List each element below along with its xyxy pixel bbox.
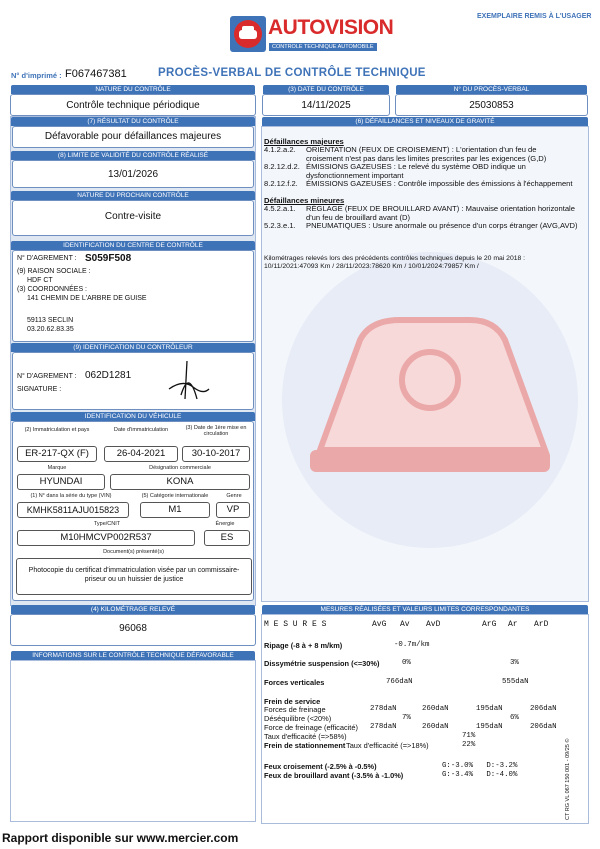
marque-label: Marque: [47, 465, 67, 471]
car-watermark-icon: [280, 240, 580, 560]
defect-item: 8.2.12.f.2. ÉMISSIONS GAZEUSES : Contrôle impossible des émissions à l'échappement: [264, 179, 573, 189]
energie-value: ES: [204, 530, 250, 546]
croisement-values: G:-3.0% D:-3.2%: [442, 762, 518, 770]
docs-value: Photocopie du certificat d'immatriculation visée par un commissaire-priseur ou un huissier de justice: [16, 558, 252, 595]
date-immat-value: 26-04-2021: [104, 446, 178, 462]
docs-label: Document(s) présenté(s): [103, 549, 164, 555]
vin-value: KMHK5811AJU015823: [17, 502, 129, 518]
pv-number-value: 25030853: [469, 100, 514, 111]
stationnement-label: Frein de stationnement: [264, 741, 346, 750]
ripage-label: Ripage (-8 à + 8 m/km): [264, 641, 343, 650]
center-phone: 03.20.62.83.35: [27, 326, 74, 333]
signature-mark: [163, 359, 213, 405]
dissym-rear: 3%: [510, 659, 519, 667]
validity-header: (8) LIMITE DE VALIDITÉ DU CONTRÔLE RÉALISÉ: [11, 151, 255, 160]
center-coord-label: (3) COORDONNÉES :: [17, 286, 88, 293]
col-ard: ArD: [534, 620, 549, 629]
mineures-title: Défaillances mineures: [264, 196, 345, 205]
categorie-label: (5) Catégorie internationale: [141, 493, 209, 499]
nature-value: Contrôle technique périodique: [66, 100, 200, 111]
deseq-label: Déséquilibre (<20%): [264, 714, 332, 723]
energie-label: Énergie: [215, 521, 235, 527]
majeures-list: [264, 146, 584, 189]
vehicle-header: IDENTIFICATION DU VÉHICULE: [11, 412, 255, 421]
forces-v-label: Forces verticales: [264, 678, 325, 687]
defect-item: 5.2.3.e.1. PNEUMATIQUES : Usure anormale ou présence d'un corps étranger (AVG,AVD): [264, 221, 578, 231]
first-circ-label: (3) Date de 1ère mise en circulation: [185, 425, 247, 437]
autovision-logo: [230, 14, 394, 56]
next-control-header: NATURE DU PROCHAIN CONTRÔLE: [11, 191, 255, 200]
center-box: [12, 250, 254, 342]
col-avg: AvG: [372, 620, 387, 629]
service-title: Frein de service: [264, 697, 321, 706]
genre-label: Genre: [226, 493, 242, 499]
first-circ-value: 30-10-2017: [182, 446, 250, 462]
copy-label: EXEMPLAIRE REMIS À L'USAGER: [477, 13, 592, 20]
deseq-rear: 6%: [510, 714, 519, 722]
measures-header: MESURES RÉALISÉES ET VALEURS LIMITES CORRESPONDANTES: [262, 605, 588, 614]
col-av: Av: [400, 620, 410, 629]
brouillard-values: G:-3.4% D:-4.0%: [442, 771, 518, 779]
next-control-box: [12, 200, 254, 236]
center-address2: 59113 SECLIN: [27, 317, 74, 324]
mineures-list: [264, 205, 584, 231]
controller-agrement: 062D1281: [85, 370, 132, 381]
next-control-value: Contre-visite: [104, 211, 162, 222]
center-agrement-label: N° D'AGREMENT :: [17, 255, 77, 262]
info-panel: [10, 660, 256, 822]
taux-label: Taux d'efficacité (=>58%): [264, 732, 347, 741]
km-history-2: 10/11/2021:47093 Km / 28/11/2023:78620 Km / 10/01/2024:79857 Km /: [264, 263, 479, 270]
defect-item: 4.1.2.a.2. ORIENTATION (FEUX DE CROISEMENT) : L'orientation d'un feu de croisement n'est pas dans les limites prescrites par les exigences (G,D): [264, 145, 547, 163]
ff-label: Forces de freinage: [264, 705, 326, 714]
print-number: F067467381: [65, 68, 127, 80]
ff-value: 260daN: [422, 705, 449, 713]
km-history-1: Kilométrages relevés lors des précédents contrôles techniques depuis le 20 mai 2018 :: [264, 255, 526, 262]
type-label: Type/CNIT: [93, 521, 121, 527]
ffe-value: 278daN: [370, 723, 397, 731]
center-raison-label: (9) RAISON SOCIALE :: [17, 268, 91, 275]
defect-item: 8.2.12.d.2. ÉMISSIONS GAZEUSES : Le relevé du système OBD indique un dysfonctionnement important: [264, 162, 526, 180]
col-arg: ArG: [482, 620, 497, 629]
taux2-value: 22%: [462, 741, 476, 749]
measures-title: M E S U R E S: [264, 620, 327, 629]
designation-label: Désignation commerciale: [149, 465, 211, 471]
signature-label: SIGNATURE :: [17, 386, 62, 393]
controller-agrement-label: N° D'AGREMENT :: [17, 373, 77, 380]
center-header: IDENTIFICATION DU CENTRE DE CONTRÔLE: [11, 241, 255, 250]
ffe-value: 260daN: [422, 723, 449, 731]
car-badge-icon: [230, 16, 266, 52]
pv-number-header: N° DU PROCÈS-VERBAL: [396, 85, 587, 94]
footer-link[interactable]: Rapport disponible sur www.mercier.com: [2, 831, 239, 845]
col-avd: AvD: [426, 620, 441, 629]
majeures-title: Défaillances majeures: [264, 137, 344, 146]
dissym-front: 0%: [402, 659, 411, 667]
result-value: Défavorable pour défaillances majeures: [44, 131, 222, 142]
result-box: [12, 126, 254, 148]
result-header: (7) RÉSULTAT DU CONTRÔLE: [11, 117, 255, 126]
mileage-value: 96068: [119, 623, 147, 634]
date-value: 14/11/2025: [301, 100, 351, 111]
report-title: PROCÈS-VERBAL DE CONTRÔLE TECHNIQUE: [158, 67, 426, 79]
brand-subtitle: CONTROLE TECHNIQUE AUTOMOBILE: [269, 43, 377, 51]
genre-value: VP: [216, 502, 250, 518]
col-ar: Ar: [508, 620, 518, 629]
nature-header: NATURE DU CONTRÔLE: [11, 85, 255, 94]
vin-label: (1) N° dans la série du type (VIN): [30, 493, 112, 499]
immat-label: (2) Immatriculation et pays: [24, 427, 90, 433]
controller-header: (9) IDENTIFICATION DU CONTRÔLEUR: [11, 343, 255, 352]
ffe-value: 195daN: [476, 723, 503, 731]
ffe-value: 206daN: [530, 723, 557, 731]
print-number-label: N° d'imprimé :: [11, 71, 62, 80]
center-address1: 141 CHEMIN DE L'ARBRE DE GUISE: [27, 295, 147, 302]
side-reference: CT RG VL 067 150 001 - 09/25 ©: [565, 738, 571, 820]
immat-value: ER-217-QX (F): [17, 446, 97, 462]
pv-number-box: [395, 94, 588, 116]
categorie-value: M1: [140, 502, 210, 518]
nature-box: [10, 94, 256, 116]
taux-value: 71%: [462, 732, 476, 740]
defect-item: 4.5.2.a.1. RÉGLAGE (FEUX DE BROUILLARD AVANT) : Mauvaise orientation horizontale d'un feu de brouillard avant (D): [264, 204, 575, 222]
marque-value: HYUNDAI: [17, 474, 105, 490]
date-immat-label: Date d'immatriculation: [113, 427, 169, 433]
ff-value: 206daN: [530, 705, 557, 713]
taux2-label: Taux d'efficacité (=>18%): [346, 741, 429, 750]
validity-box: [12, 160, 254, 188]
croisement-label: Feux croisement (-2.5% à -0.5%): [264, 762, 377, 771]
forces-v-rear: 555daN: [502, 678, 529, 686]
type-value: M10HMCVP002R537: [17, 530, 195, 546]
brand-name: AUTOVISION: [268, 16, 394, 39]
date-header: (3) DATE DU CONTRÔLE: [263, 85, 389, 94]
validity-value: 13/01/2026: [107, 169, 159, 180]
controller-box: [12, 352, 254, 410]
ripage-value: -0.7m/km: [394, 641, 430, 649]
ffe-label: Force de freinage (efficacité): [264, 723, 358, 732]
deseq-front: 7%: [402, 714, 411, 722]
date-box: [262, 94, 390, 116]
forces-v-front: 766daN: [386, 678, 413, 686]
center-agrement: S059F508: [85, 253, 132, 264]
ff-value: 278daN: [370, 705, 397, 713]
center-raison: HDF CT: [27, 277, 53, 284]
designation-value: KONA: [110, 474, 250, 490]
mileage-box: [10, 614, 256, 646]
brouillard-label: Feux de brouillard avant (-3.5% à -1.0%): [264, 771, 404, 780]
mileage-header: (4) KILOMÉTRAGE RELEVÉ: [11, 605, 255, 614]
defects-header: (6) DÉFAILLANCES ET NIVEAUX DE GRAVITÉ: [262, 117, 588, 126]
ff-value: 195daN: [476, 705, 503, 713]
info-header: INFORMATIONS SUR LE CONTRÔLE TECHNIQUE DÉFAVORABLE: [11, 651, 255, 660]
dissym-label: Dissymétrie suspension (<=30%): [264, 659, 380, 668]
